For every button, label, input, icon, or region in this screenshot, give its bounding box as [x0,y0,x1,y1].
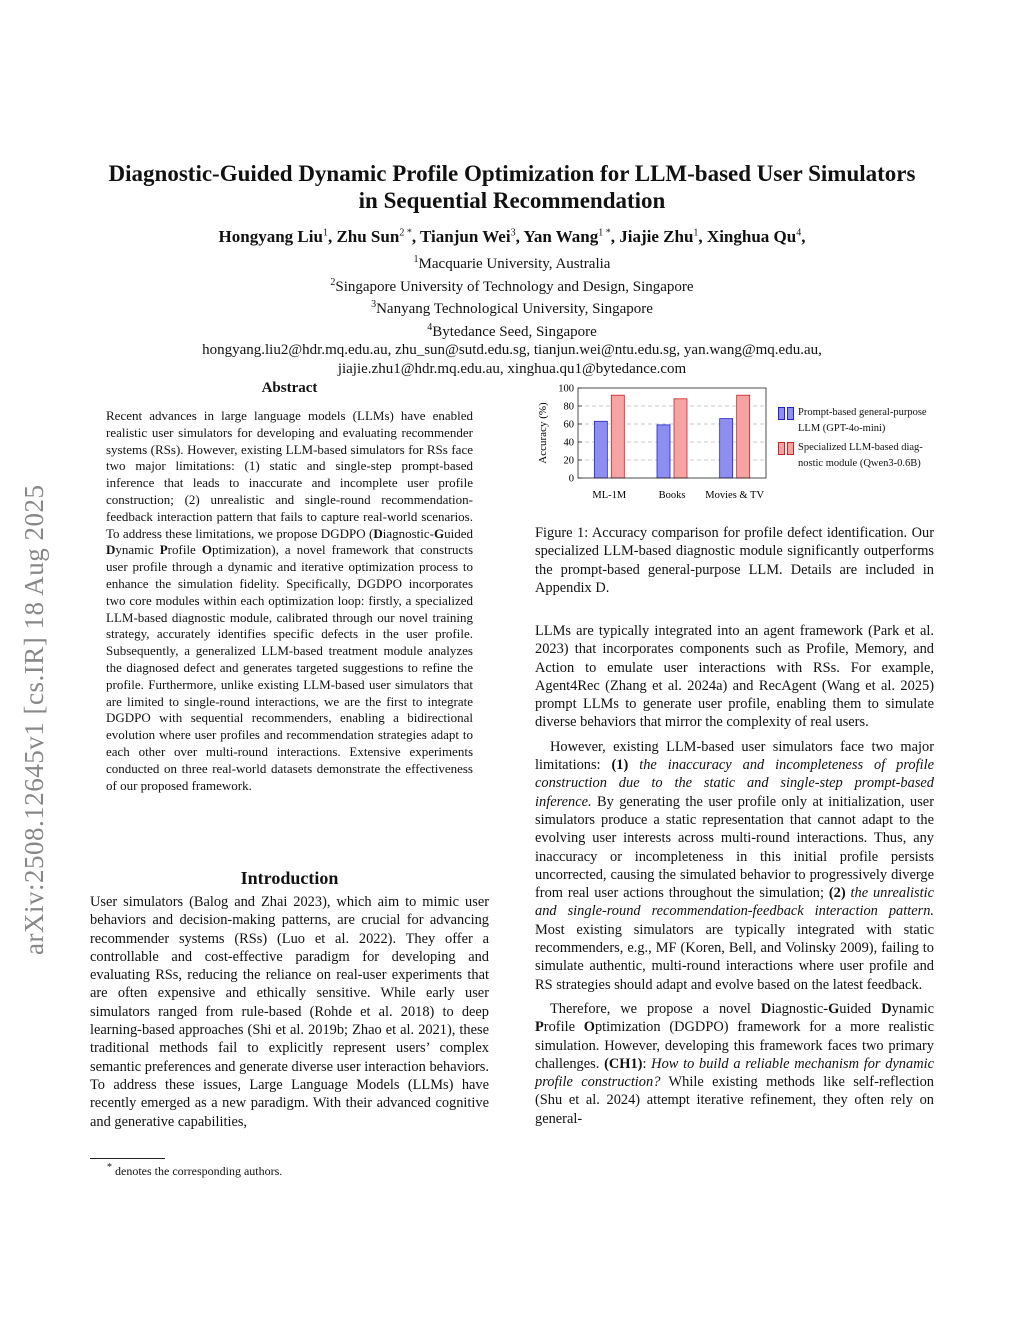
affiliation: $^1$Macquarie University, Australia [413,254,611,272]
bar-prompt-based [594,421,607,478]
author: Xinghua Qu$^4$, [706,227,806,246]
emails-line-1: hongyang.liu2@hdr.mq.edu.au, zhu_sun@sutd.edu.sg, tianjun.wei@ntu.edu.sg, yan.wang@mq.edu.au, [202,342,822,358]
footnote: * denotes the corresponding authors. [107,1162,283,1178]
title-line-2: in Sequential Recommendation [358,188,666,213]
footnote-rule [90,1158,165,1159]
x-tick-label: ML-1M [592,490,627,501]
x-tick-label: Books [658,490,686,501]
author: Zhu Sun$^{2 *}$, [336,227,421,246]
emails-line-2: jiajie.zhu1@hdr.mq.edu.au, xinghua.qu1@bytedance.com [337,360,687,377]
legend-swatch-blue [778,407,794,420]
abstract-heading: Abstract [261,380,318,396]
affiliation: $^4$Bytedance Seed, Singapore [427,321,597,340]
author: Jiajie Zhu$^1$, [619,227,707,246]
introduction-heading: Introduction [240,868,339,888]
author-list [60,227,964,247]
affiliation: $^2$Singapore University of Technology and Design, Singapore [330,276,694,295]
figure-caption: Figure 1: Accuracy comparison for profile defect identification. Our specialized LLM-based diagnostic module significantly outperforms the prompt-based general-purpose LLM. Details are included in Appendix D. [535,525,934,596]
paper-title [60,160,964,214]
paragraph: However, existing LLM-based user simulators face two major limitations: (1) the inaccuracy and incompleteness of profile construction due to the static and single-step prompt-based inference. By generating the user profile only at initialization, user simulators produce a static representation that cannot adapt to the evolving user interests across multi-round interactions. Thus, any inaccuracy or incompleteness in this initial profile persists uncorrected, causing the simulated behavior to progressively diverge from real user actions throughout the simulation; (2) the unrealistic and single-round recommendation-feedback interaction pattern. Most existing simulators are typically integrated with static recommenders, e.g., MF (Koren, Bell, and Volinsky 2009), failing to simulate authentic, multi-round interactions where user profile and RS strategies should adapt and evolve based on the latest feedback. [535,738,935,993]
y-tick-label: 40 [563,437,574,449]
arxiv-id-text: arXiv:2508.12645v1 [cs.IR] 18 Aug 2025 [19,484,49,955]
abstract-text: Recent advances in large language models (LLMs) have enabled realistic user simulators for developing and evaluating recommender systems (RSs). However, existing LLM-based simulators for RSs face two major limitations: (1) static and single-step prompt-based inference that leads to inaccurate and incomplete user profile construction; (2) unrealistic and single-round recommendation-feedback interaction pattern that fails to capture real-world scenarios. To address these limitations, we propose DGDPO (Diagnostic-Guided Dynamic Profile Optimization), a novel framework that constructs user profile through a dynamic and iterative optimization process to enhance the simulation fidelity. Specifically, DGDPO incorporates two core modules within each optimization loop: firstly, a specialized LLM-based diagnostic module, calibrated through our novel training strategy, accurately identifies specific defects in the user profile. Subsequently, a generalized LLM-based treatment module analyzes the diagnosed defect and generates targeted suggestions to refine the profile. Furthermore, unlike existing LLM-based user simulators that are limited to single-round interactions, we are the first to integrate DGDPO with sequential recommenders, enabling a bidirectional evolution where user profiles and recommendation strategies adapt to each other over multi-round interactions. Extensive experiments conducted on three real-world datasets demonstrate the effectiveness of our proposed framework. [106,408,473,793]
chart-bars [594,395,749,478]
title-line-1: Diagnostic-Guided Dynamic Profile Optimization for LLM-based User Simulators [108,161,916,186]
author: Hongyang Liu$^1$, [218,227,337,246]
paragraph: Therefore, we propose a novel Diagnostic-Guided Dynamic Profile Optimization (DGDPO) framework for a more realistic simulation. However, developing this framework faces two primary challenges. (CH1): How to build a reliable mechanism for dynamic profile construction? While existing methods like self-reflection (Shu et al. 2024) attempt iterative refinement, they often rely on general- [535,1000,934,1127]
bar-prompt-based [657,425,670,478]
chart-legend [778,405,953,475]
bar-specialized [674,399,687,478]
legend-swatch-red [778,442,794,455]
arxiv-identifier [15,375,65,955]
y-tick-label: 20 [563,455,574,467]
bar-specialized [611,395,624,478]
legend-item-specialized: Specialized LLM-based diag- nostic module (Qwen3-0.6B) [778,440,953,472]
paragraph: LLMs are typically integrated into an agent framework (Park et al. 2023) that incorporates components such as Profile, Memory, and Action to emulate user interactions with RSs. For example, Agent4Rec (Zhang et al. 2024a) and RecAgent (Wang et al. 2025) prompt LLMs to generate user profile, enabling them to simulate diverse behaviors that mirror the complexity of real users. [535,623,934,731]
bar-specialized [737,395,750,478]
y-tick-label: 0 [568,473,574,485]
affiliations [60,251,964,378]
y-axis-label: Accuracy (%) [537,402,549,464]
author: Tianjun Wei$^3$, [420,227,524,246]
y-tick-label: 60 [563,419,574,431]
x-tick-label: Movies & TV [705,490,765,501]
column-2-body [535,622,934,1128]
y-tick-label: 100 [558,383,574,395]
author: Yan Wang$^{1 *}$, [523,227,620,246]
y-tick-label: 80 [563,401,574,413]
legend-item-prompt-based: Prompt-based general-purpose LLM (GPT-4o-mini) [778,405,953,437]
bar-prompt-based [720,419,733,478]
introduction-text: User simulators (Balog and Zhai 2023), which aim to mimic user behaviors and decision-making patterns, are crucial for advancing recommender systems (RSs) (Luo et al. 2022). They offer a controllable and cost-effective paradigm for developing and evaluating RSs, reducing the reliance on real-user experiments that are often expensive and ethically sensitive. While early user simulators ranged from rule-based (Rohde et al. 2018) to deep learning-based approaches (Shi et al. 2019b; Zhao et al. 2021), these traditional methods fail to explicitly represent users’ complex semantic preferences and generate diverse user interaction behaviors. To address these issues, Large Language Models (LLMs) have recently emerged as a new paradigm. With their advanced cognitive and generative capabilities, [90,894,489,1130]
affiliation: $^3$Nanyang Technological University, Singapore [371,299,653,317]
